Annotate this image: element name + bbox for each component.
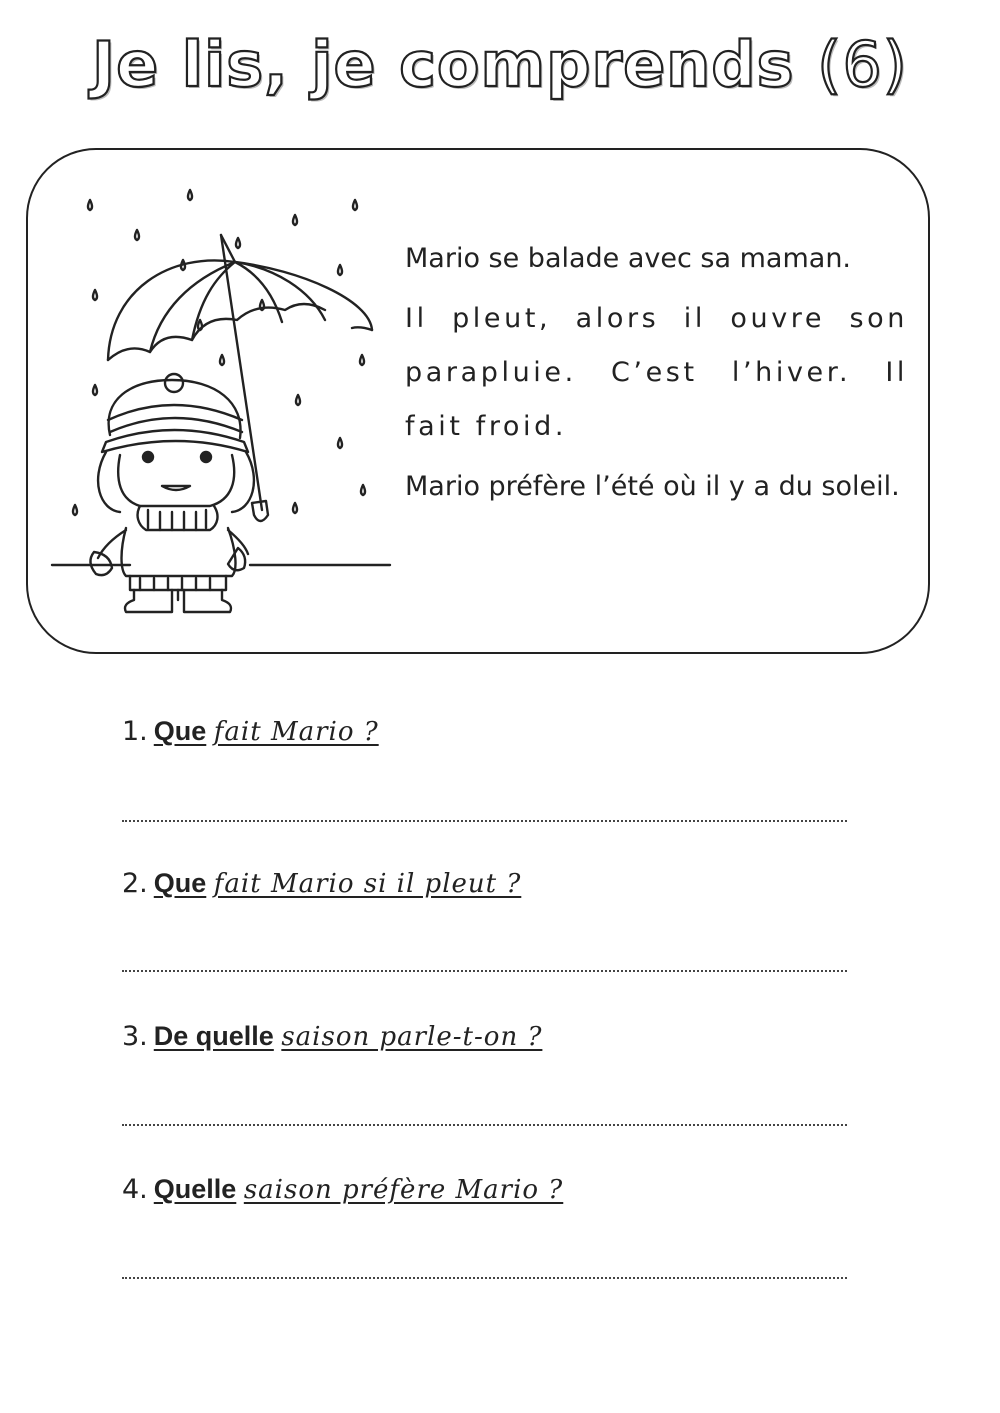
answer-line-1[interactable] [122,820,847,822]
question-1 [122,716,379,747]
answer-line-4[interactable] [122,1277,847,1279]
story-paragraph-1: Mario se balade avec sa maman. [405,243,852,274]
question-2 [122,868,521,899]
question-3 [122,1021,542,1052]
question-script-text: fait Mario ? [213,717,379,747]
question-number: 3. [122,1021,148,1052]
answer-line-3[interactable] [122,1124,847,1126]
question-script-text: saison préfère Mario ? [243,1175,564,1205]
question-number: 4. [122,1174,148,1205]
child-icon [90,374,253,612]
story-text [405,232,908,520]
question-bold-text: Que [153,716,207,746]
page-title-text: Je lis, je comprends [92,28,818,101]
question-number: 2. [122,868,148,899]
answer-line-2[interactable] [122,970,847,972]
child-with-umbrella-illustration [50,180,395,620]
question-script-text: saison parle-t-on ? [281,1022,543,1052]
question-script-text: fait Mario si il pleut ? [213,869,522,899]
story-paragraph-3: Mario préfère l’été où il y a du soleil. [405,471,900,502]
question-4 [122,1174,563,1205]
umbrella-icon [108,235,372,521]
page-title-number: (6) [817,28,908,101]
question-number: 1. [122,716,148,747]
question-bold-text: Quelle [153,1174,237,1204]
question-bold-text: Que [153,868,207,898]
page-title [0,28,1000,101]
story-paragraph-2: Il pleut, alors il ouvre son parapluie. C’est l’hiver. Il fait froid. [405,303,908,442]
question-bold-text: De quelle [153,1021,274,1051]
